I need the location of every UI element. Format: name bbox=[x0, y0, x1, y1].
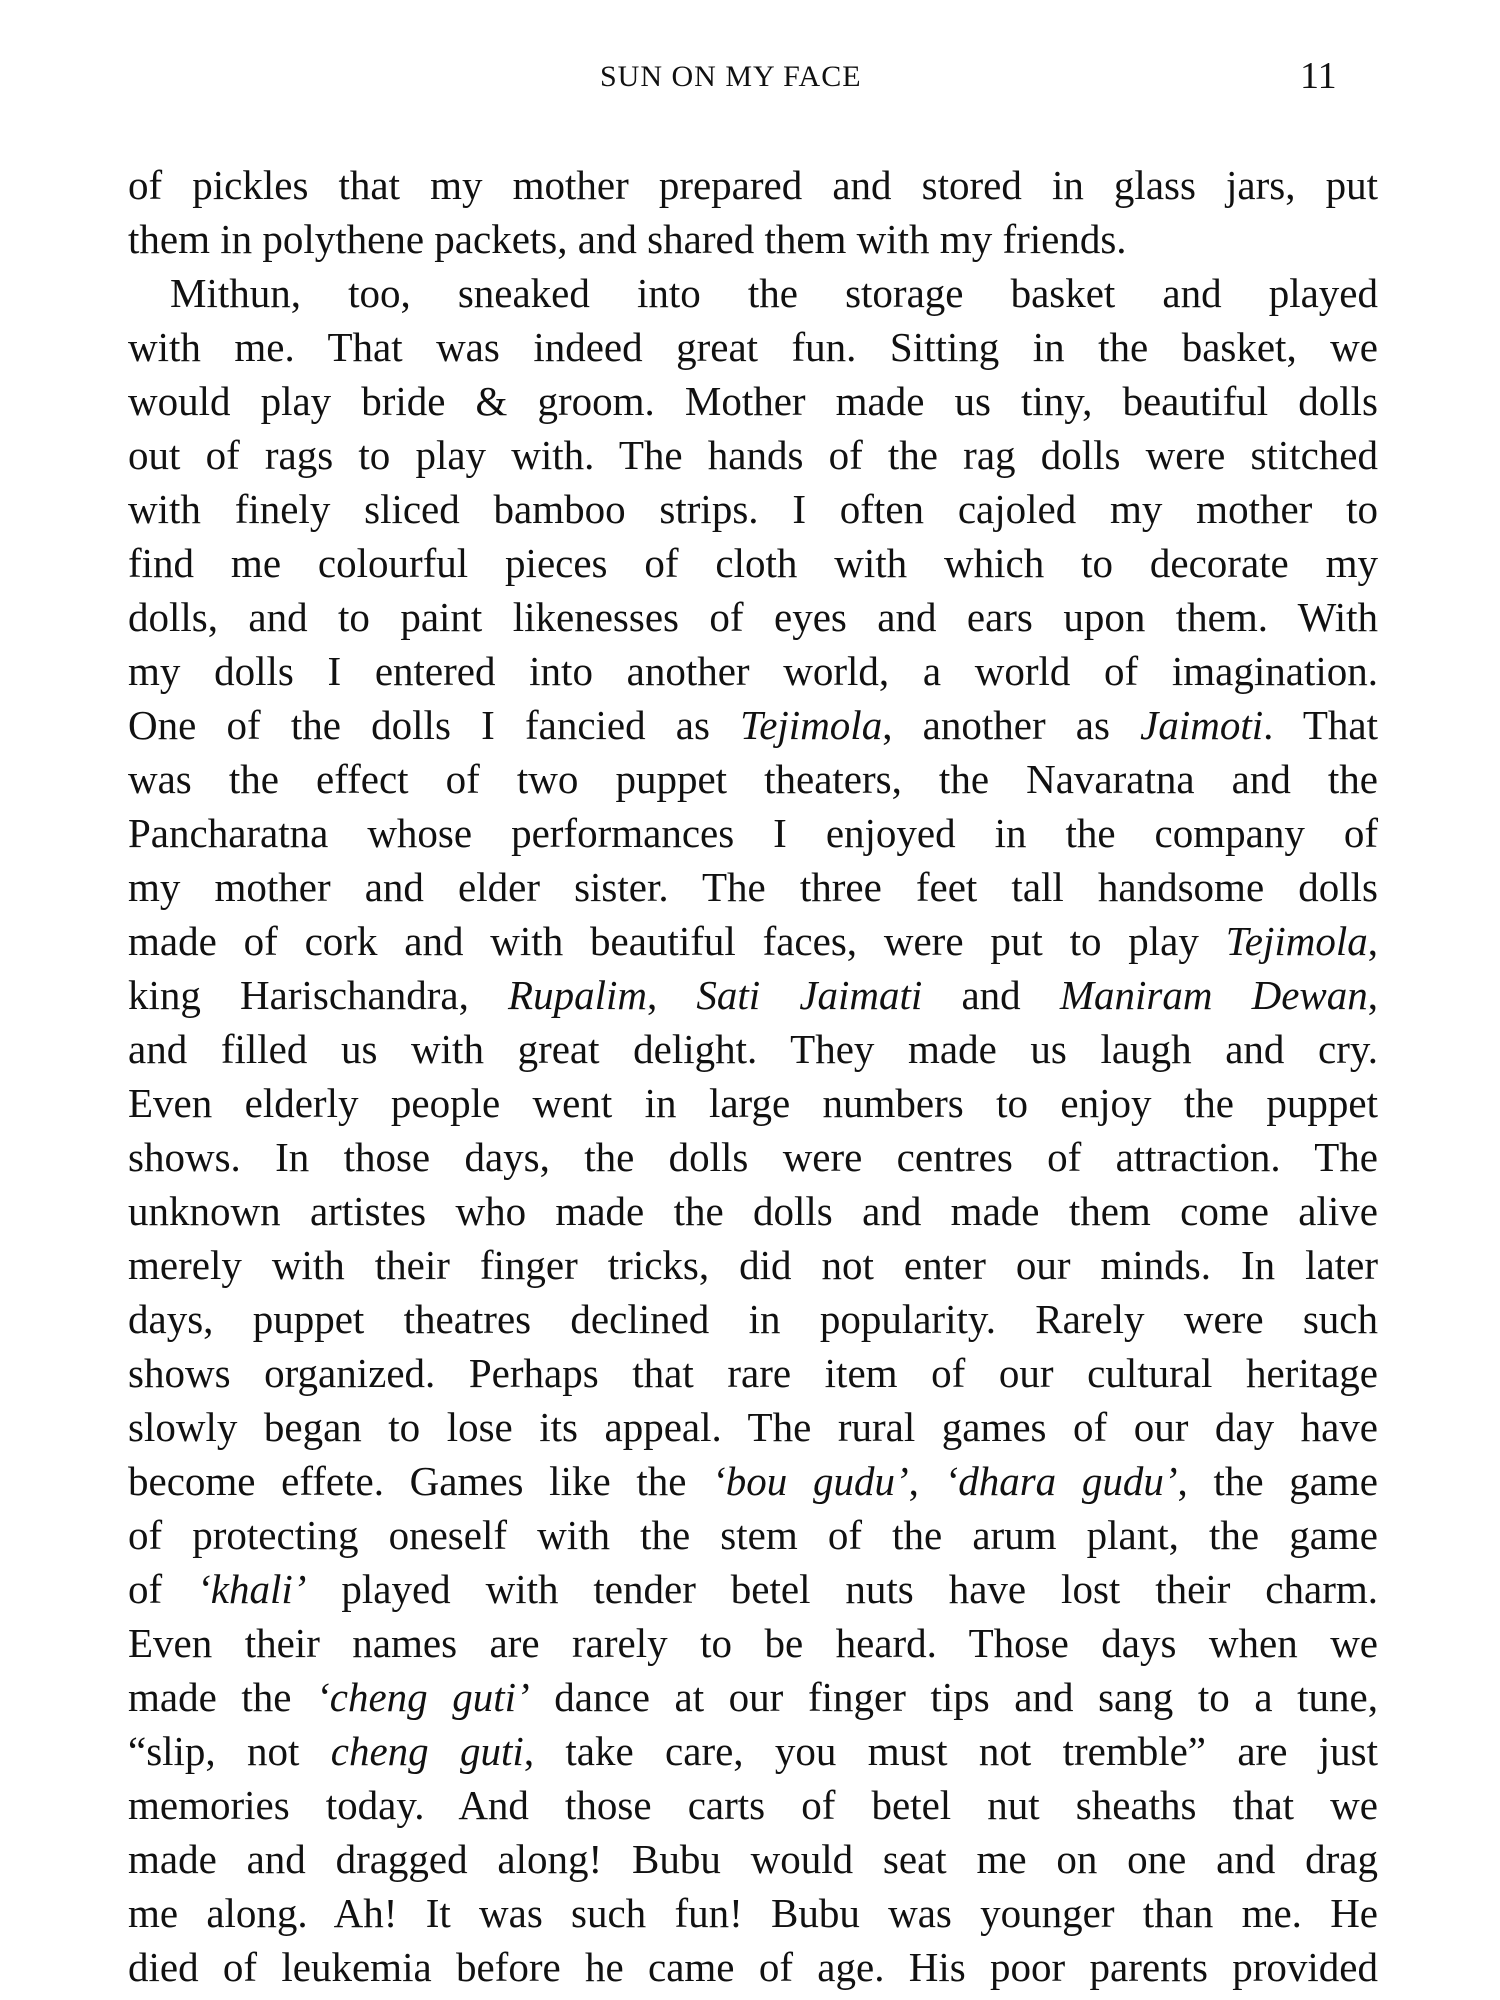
text-line bbox=[128, 1616, 1378, 1670]
body-text bbox=[128, 158, 1378, 1994]
text-line bbox=[128, 1184, 1378, 1238]
text-line bbox=[128, 1130, 1378, 1184]
text-segment: played with tender betel nuts have lost their charm. bbox=[306, 1566, 1378, 1612]
text-line bbox=[128, 1346, 1378, 1400]
text-segment: , bbox=[1367, 972, 1379, 1018]
text-segment: Mithun, too, sneaked into the storage basket and played bbox=[170, 270, 1378, 316]
text-segment: . That bbox=[1263, 702, 1379, 748]
text-line bbox=[128, 1562, 1378, 1616]
text-segment: and bbox=[922, 972, 1060, 1018]
running-title: SUN ON MY FACE bbox=[600, 60, 862, 93]
text-segment: , bbox=[646, 972, 697, 1018]
italic-text: Tejimola bbox=[1225, 918, 1368, 964]
text-line bbox=[128, 968, 1378, 1022]
italic-text: ‘khali’ bbox=[197, 1566, 307, 1612]
running-header bbox=[0, 54, 1500, 104]
text-line bbox=[128, 806, 1378, 860]
text-segment: my dolls I entered into another world, a world of imagination. bbox=[128, 648, 1378, 694]
text-line bbox=[128, 1778, 1378, 1832]
text-line bbox=[128, 752, 1378, 806]
italic-text: ‘dhara gudu’ bbox=[944, 1458, 1178, 1504]
text-line bbox=[128, 1724, 1378, 1778]
page-number: 11 bbox=[1300, 55, 1337, 97]
italic-text: ‘cheng guti’ bbox=[316, 1674, 530, 1720]
text-segment: Even their names are rarely to be heard. Those days when we bbox=[128, 1620, 1378, 1666]
text-segment: of protecting oneself with the stem of the arum plant, the game bbox=[128, 1512, 1378, 1558]
text-segment: slowly began to lose its appeal. The rural games of our day have bbox=[128, 1404, 1378, 1450]
text-line bbox=[128, 266, 1378, 320]
text-line bbox=[128, 158, 1378, 212]
text-segment: , another as bbox=[882, 702, 1141, 748]
text-line bbox=[128, 1508, 1378, 1562]
text-segment: with me. That was indeed great fun. Sitting in the basket, we bbox=[128, 324, 1378, 370]
text-line bbox=[128, 428, 1378, 482]
text-segment: would play bride & groom. Mother made us tiny, beautiful dolls bbox=[128, 378, 1378, 424]
italic-text: cheng guti bbox=[330, 1728, 524, 1774]
text-segment: merely with their finger tricks, did not enter our minds. In later bbox=[128, 1242, 1378, 1288]
text-segment: days, puppet theatres declined in popularity. Rarely were such bbox=[128, 1296, 1378, 1342]
text-segment: , bbox=[908, 1458, 945, 1504]
text-segment: memories today. And those carts of betel nut sheaths that we bbox=[128, 1782, 1378, 1828]
italic-text: Jaimoti bbox=[1140, 702, 1264, 748]
text-line bbox=[128, 860, 1378, 914]
text-segment: , bbox=[1367, 918, 1378, 964]
text-line bbox=[128, 536, 1378, 590]
text-segment: king Harischandra, bbox=[128, 972, 509, 1018]
text-line bbox=[128, 644, 1378, 698]
text-line bbox=[128, 1022, 1378, 1076]
text-segment: my mother and elder sister. The three feet tall handsome dolls bbox=[128, 864, 1378, 910]
text-segment: them in polythene packets, and shared them with my friends. bbox=[128, 216, 1127, 262]
text-segment: unknown artistes who made the dolls and made them come alive bbox=[128, 1188, 1378, 1234]
text-line bbox=[128, 482, 1378, 536]
text-line bbox=[128, 590, 1378, 644]
text-line bbox=[128, 698, 1378, 752]
text-line bbox=[128, 1886, 1378, 1940]
italic-text: Rupalim bbox=[508, 972, 647, 1018]
text-segment: made of cork and with beautiful faces, were put to play bbox=[128, 918, 1226, 964]
text-segment: Even elderly people went in large numbers to enjoy the puppet bbox=[128, 1080, 1378, 1126]
text-line bbox=[128, 1832, 1378, 1886]
italic-text: Tejimola bbox=[740, 702, 883, 748]
text-segment: made and dragged along! Bubu would seat me on one and drag bbox=[128, 1836, 1378, 1882]
text-segment: shows. In those days, the dolls were centres of attraction. The bbox=[128, 1134, 1378, 1180]
text-segment: , take care, you must not tremble” are just bbox=[523, 1728, 1378, 1774]
text-segment: of bbox=[128, 1566, 198, 1612]
text-segment: died of leukemia before he came of age. His poor parents provided bbox=[128, 1944, 1378, 1990]
text-segment: dolls, and to paint likenesses of eyes and ears upon them. With bbox=[128, 594, 1378, 640]
text-segment: shows organized. Perhaps that rare item of our cultural heritage bbox=[128, 1350, 1378, 1396]
text-line bbox=[128, 1670, 1378, 1724]
italic-text: ‘bou gudu’ bbox=[712, 1458, 909, 1504]
text-segment: dance at our finger tips and sang to a tune, bbox=[529, 1674, 1378, 1720]
text-segment: of pickles that my mother prepared and stored in glass jars, put bbox=[128, 162, 1378, 208]
text-line bbox=[128, 1292, 1378, 1346]
text-segment: become effete. Games like the bbox=[128, 1458, 713, 1504]
text-segment: out of rags to play with. The hands of the rag dolls were stitched bbox=[128, 432, 1378, 478]
text-line bbox=[128, 1454, 1378, 1508]
text-segment: Pancharatna whose performances I enjoyed in the company of bbox=[128, 810, 1378, 856]
text-segment: was the effect of two puppet theaters, the Navaratna and the bbox=[128, 756, 1378, 802]
text-line bbox=[128, 212, 1378, 266]
text-line bbox=[128, 320, 1378, 374]
text-segment: with finely sliced bamboo strips. I often cajoled my mother to bbox=[128, 486, 1378, 532]
text-segment: , the game bbox=[1177, 1458, 1379, 1504]
italic-text: Sati Jaimati bbox=[696, 972, 923, 1018]
text-line bbox=[128, 914, 1378, 968]
text-line bbox=[128, 1940, 1378, 1994]
text-line bbox=[128, 1400, 1378, 1454]
text-segment: One of the dolls I fancied as bbox=[128, 702, 741, 748]
text-segment: find me colourful pieces of cloth with which to decorate my bbox=[128, 540, 1378, 586]
text-line bbox=[128, 374, 1378, 428]
italic-text: Maniram Dewan bbox=[1059, 972, 1368, 1018]
text-line bbox=[128, 1076, 1378, 1130]
text-segment: “slip, not bbox=[128, 1728, 331, 1774]
text-line bbox=[128, 1238, 1378, 1292]
text-segment: and filled us with great delight. They made us laugh and cry. bbox=[128, 1026, 1378, 1072]
text-segment: me along. Ah! It was such fun! Bubu was younger than me. He bbox=[128, 1890, 1378, 1936]
text-segment: made the bbox=[128, 1674, 317, 1720]
